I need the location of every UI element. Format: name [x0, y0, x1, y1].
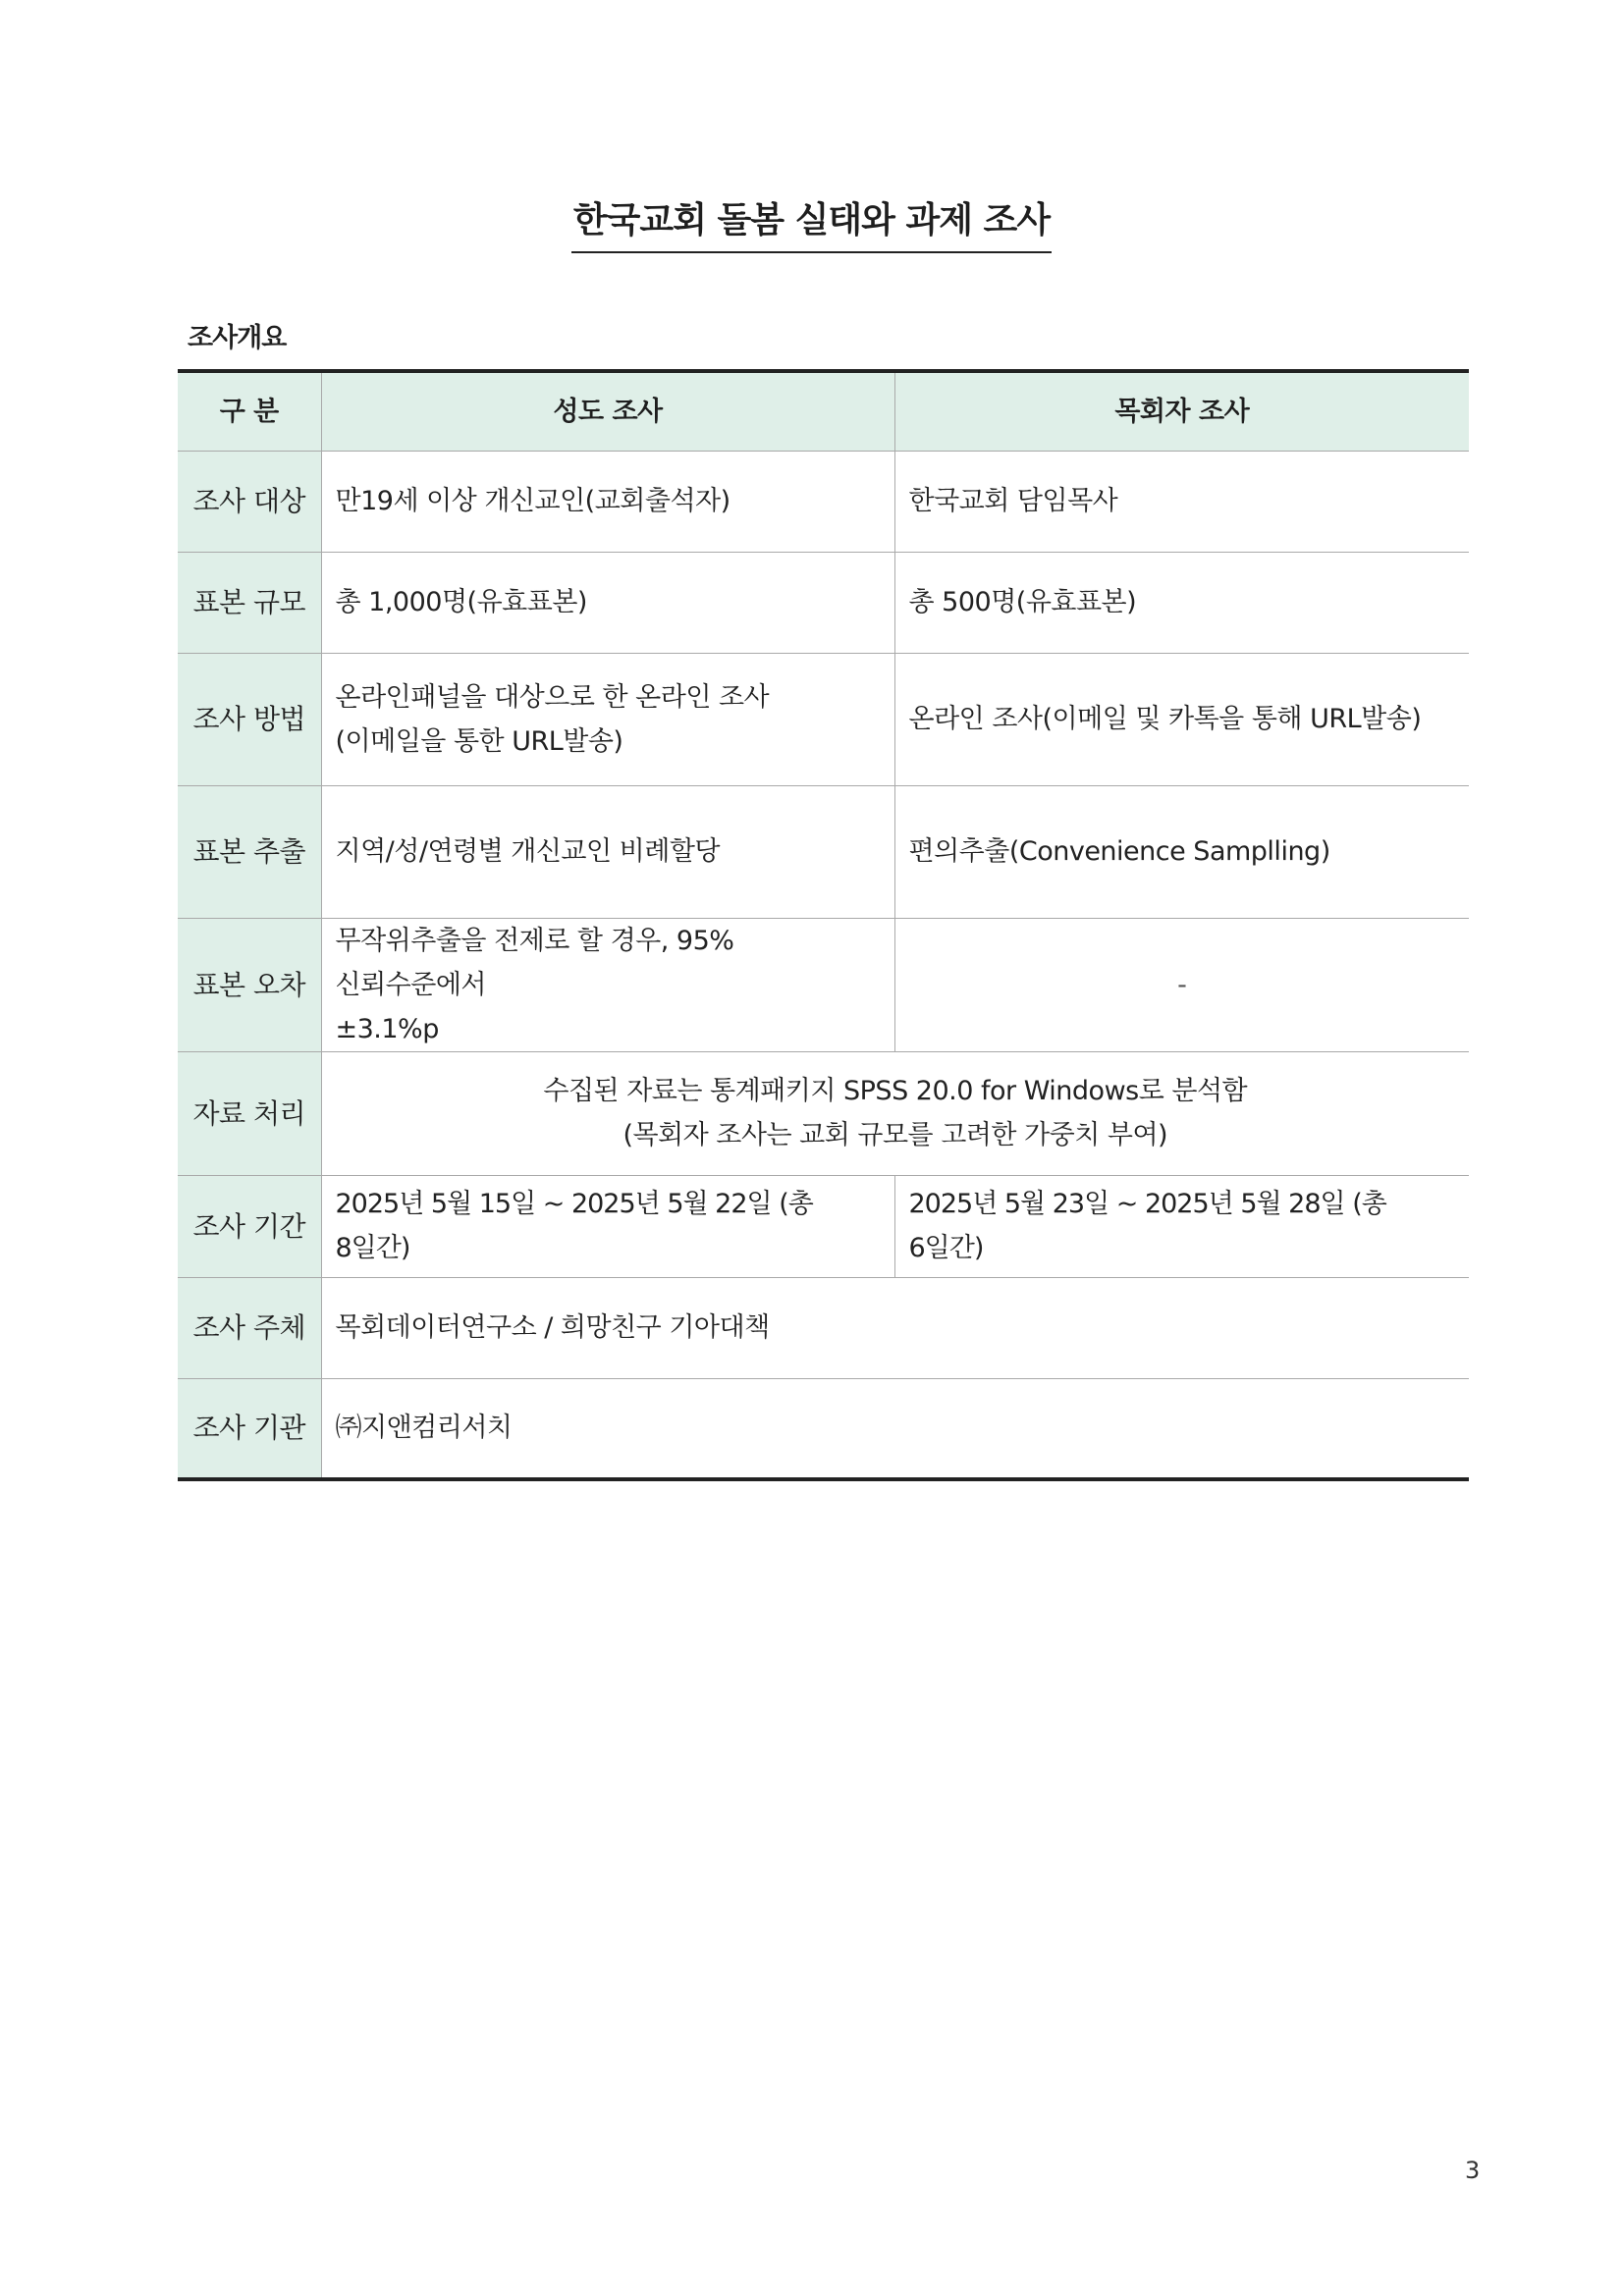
member-sampling-cell: 지역/성/연령별 개신교인 비례할당	[321, 785, 894, 918]
pastor-sampling-cell: 편의추출(Convenience Samplling)	[894, 785, 1469, 918]
table-row-sampling	[178, 785, 1469, 918]
member-method-line1: 온라인패널을 대상으로 한 온라인 조사	[335, 681, 770, 713]
table-row-sample-size	[178, 552, 1469, 653]
row-label: 조사 대상	[178, 451, 321, 552]
processing-cell	[321, 1051, 1469, 1175]
row-label: 조사 주체	[178, 1277, 321, 1378]
page-title	[0, 192, 1623, 253]
header-category: 구 분	[178, 371, 321, 451]
table-row-organizer	[178, 1277, 1469, 1378]
section-heading: 조사개요	[188, 323, 287, 353]
member-method-line2: (이메일을 통한 URL발송)	[335, 725, 623, 757]
table-row-target	[178, 451, 1469, 552]
processing-line1: 수집된 자료는 통계패키지 SPSS 20.0 for Windows로 분석함	[543, 1076, 1248, 1106]
pastor-method-cell: 온라인 조사(이메일 및 카톡을 통해 URL발송)	[894, 653, 1469, 785]
pastor-target-cell: 한국교회 담임목사	[894, 451, 1469, 552]
row-label: 조사 방법	[178, 653, 321, 785]
processing-line2: (목회자 조사는 교회 규모를 고려한 가중치 부여)	[622, 1120, 1168, 1150]
member-period-cell: 2025년 5월 15일 ~ 2025년 5월 22일 (총 8일간)	[321, 1175, 894, 1277]
member-target-cell: 만19세 이상 개신교인(교회출석자)	[321, 451, 894, 552]
pastor-period-cell: 2025년 5월 23일 ~ 2025년 5월 28일 (총 6일간)	[894, 1175, 1469, 1277]
organizer-cell: 목회데이터연구소 / 희망친구 기아대책	[321, 1277, 1469, 1378]
header-member-survey: 성도 조사	[321, 371, 894, 451]
table-row-agency	[178, 1378, 1469, 1479]
member-error-cell	[321, 918, 894, 1051]
table-row-error	[178, 918, 1469, 1051]
member-sample-size-cell: 총 1,000명(유효표본)	[321, 552, 894, 653]
row-label: 자료 처리	[178, 1051, 321, 1175]
table-row-processing	[178, 1051, 1469, 1175]
member-error-line2: ±3.1%p	[335, 1013, 439, 1044]
pastor-sample-size-cell: 총 500명(유효표본)	[894, 552, 1469, 653]
member-error-line1: 무작위추출을 전제로 할 경우, 95% 신뢰수준에서	[335, 925, 734, 1000]
pastor-error-cell: -	[894, 918, 1469, 1051]
agency-cell: ㈜지앤컴리서치	[321, 1378, 1469, 1479]
page-title-text: 한국교회 돌봄 실태와 과제 조사	[571, 192, 1052, 253]
row-label: 조사 기관	[178, 1378, 321, 1479]
table-row-method	[178, 653, 1469, 785]
survey-overview-table	[178, 369, 1469, 1481]
page-number: 3	[1465, 2157, 1481, 2184]
table-row-period	[178, 1175, 1469, 1277]
header-pastor-survey: 목회자 조사	[894, 371, 1469, 451]
row-label: 표본 오차	[178, 918, 321, 1051]
table-header-row	[178, 371, 1469, 451]
row-label: 표본 규모	[178, 552, 321, 653]
row-label: 표본 추출	[178, 785, 321, 918]
member-method-cell	[321, 653, 894, 785]
row-label: 조사 기간	[178, 1175, 321, 1277]
